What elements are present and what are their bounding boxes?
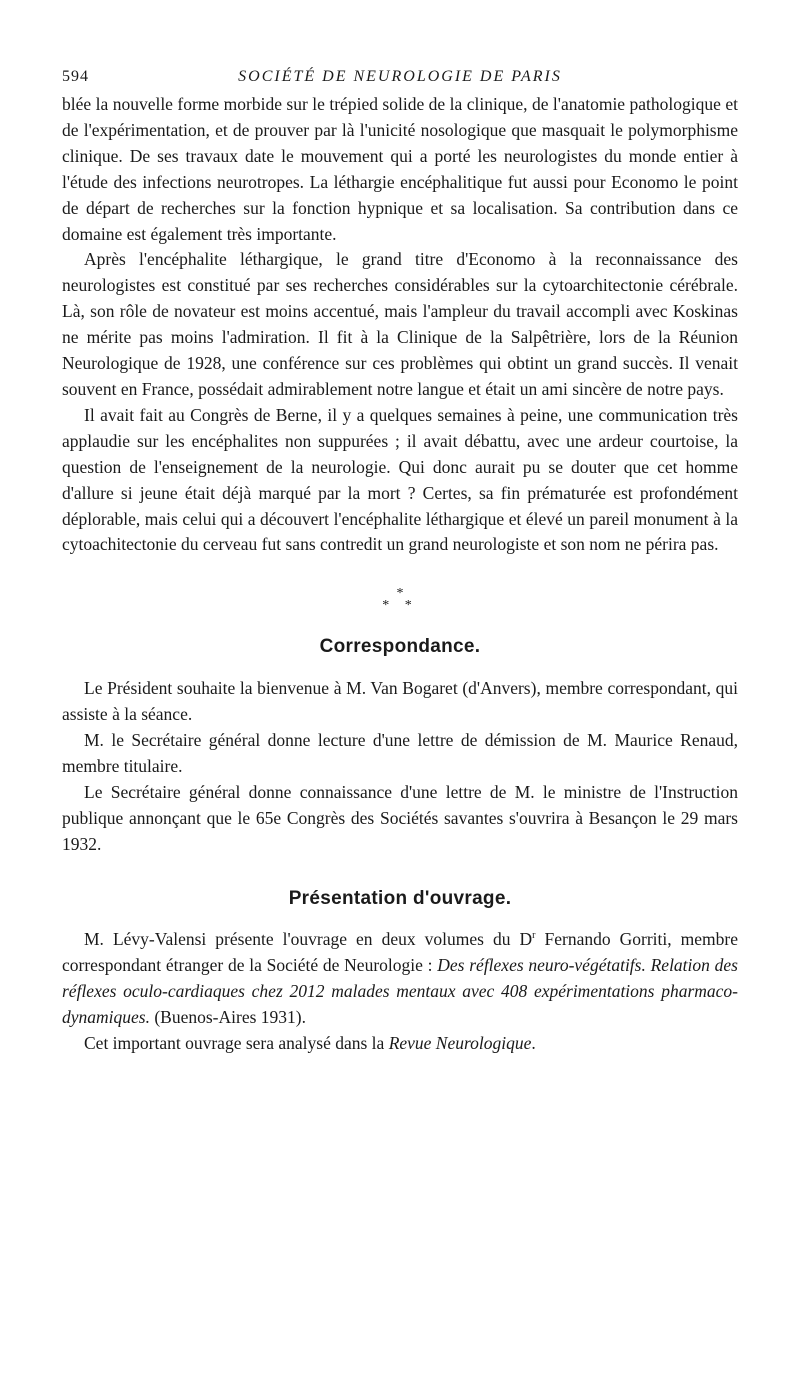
correspondance-paragraph-congress: Le Secrétaire général donne connaissance d'une lettre de M. le ministre de l'Instruction publique annonçant que le 65e Congrès des Sociétés savantes s'ouvrira à Besançon le 29 mars 1932.: [62, 781, 738, 854]
paragraph-economo-cytoarchitectonie: Après l'encéphalite léthargique, le grand titre d'Economo à la reconnaissance des neurologistes est constitué par ses recherches considérables sur la cytoarchitectonie cérébrale. Là, son rôle de novateur est moins accentué, mais l'ampleur du travail accompli avec Koskinas ne mérite pas moins l'admiration. Il fit à la Clinique de la Salpêtrière, lors de la Réunion Neurologique de 1928, une conférence sur ces problèmes qui obtint un grand succès. Il venait souvent en France, possédait admirablement notre langue et était un ami sincère de notre pays.: [62, 249, 738, 399]
presentation-paragraph-review: [62, 1031, 738, 1057]
correspondance-paragraph-welcome: Le Président souhaite la bienvenue à M. Van Bogaret (d'Anvers), membre correspondant, qui assiste à la séance.: [62, 678, 738, 725]
presentation-text-mid: Fernando Gorriti, membre correspondant étranger de la Société de Neurologie :: [62, 929, 738, 976]
asterism-bottom: * *: [382, 598, 418, 614]
book-title: Des réflexes neuro-végétatifs. Relation des réflexes oculo-cardiaques chez 2012 malades mentaux avec 408 expérimentations pharmaco-dynamiques.: [62, 955, 738, 1028]
journal-title: Revue Neurologique: [388, 1033, 532, 1054]
running-head-title: SOCIÉTÉ DE NEUROLOGIE DE PARIS: [238, 68, 562, 85]
asterism-top: *: [396, 586, 404, 602]
paragraph-congres-berne: Il avait fait au Congrès de Berne, il y a quelques semaines à peine, une communication très applaudie sur les encéphalites non suppurées ; il avait débattu, avec une ardeur courtoise, la question de l'enseignement de la neurologie. Qui donc aurait pu se douter que cet homme d'allure si jeune était déjà marqué par la mort ? Certes, sa fin prématurée est profondément déplorable, mais celui qui a découvert l'encéphalite léthargique et élevé un pareil monument à la cytoachitectonie du cerveau fut sans contredit un grand neurologiste et son nom ne périra pas.: [62, 404, 738, 555]
presentation-heading: Présentation d'ouvrage.: [288, 887, 512, 909]
presentation-text-end: (Buenos-Aires 1931).: [149, 1007, 306, 1028]
review-text-end: .: [531, 1033, 536, 1054]
doctor-abbrev-superscript: r: [532, 930, 536, 942]
asterism-divider: [62, 588, 738, 612]
correspondance-paragraph-resignation: M. le Secrétaire général donne lecture d'une lettre de démission de M. Maurice Renaud, membre titulaire.: [62, 730, 738, 776]
paragraph-continuation: blée la nouvelle forme morbide sur le trépied solide de la clinique, de l'anatomie pathologique et de l'expérimentation, et de prouver par là l'unicité nosologique que masquait le polymorphisme clinique. De ses travaux date le mouvement qui a porté les neurologistes du monde entier à l'étude des infections neurotropes. La léthargie encéphalitique fut aussi pour Economo le point de départ de recherches sur la fonction hypnique et sa localisation. Sa contribution dans ce domaine est également très importante.: [62, 94, 738, 244]
running-head: [62, 68, 738, 94]
review-text-start: Cet important ouvrage sera analysé dans la: [84, 1033, 389, 1054]
presentation-text-start: M. Lévy-Valensi présente l'ouvrage en deux volumes du D: [84, 929, 533, 950]
presentation-paragraph-work: [62, 927, 738, 1031]
correspondance-heading: Correspondance.: [319, 636, 481, 658]
page-number: 594: [62, 68, 89, 85]
body-text: [62, 92, 738, 1057]
